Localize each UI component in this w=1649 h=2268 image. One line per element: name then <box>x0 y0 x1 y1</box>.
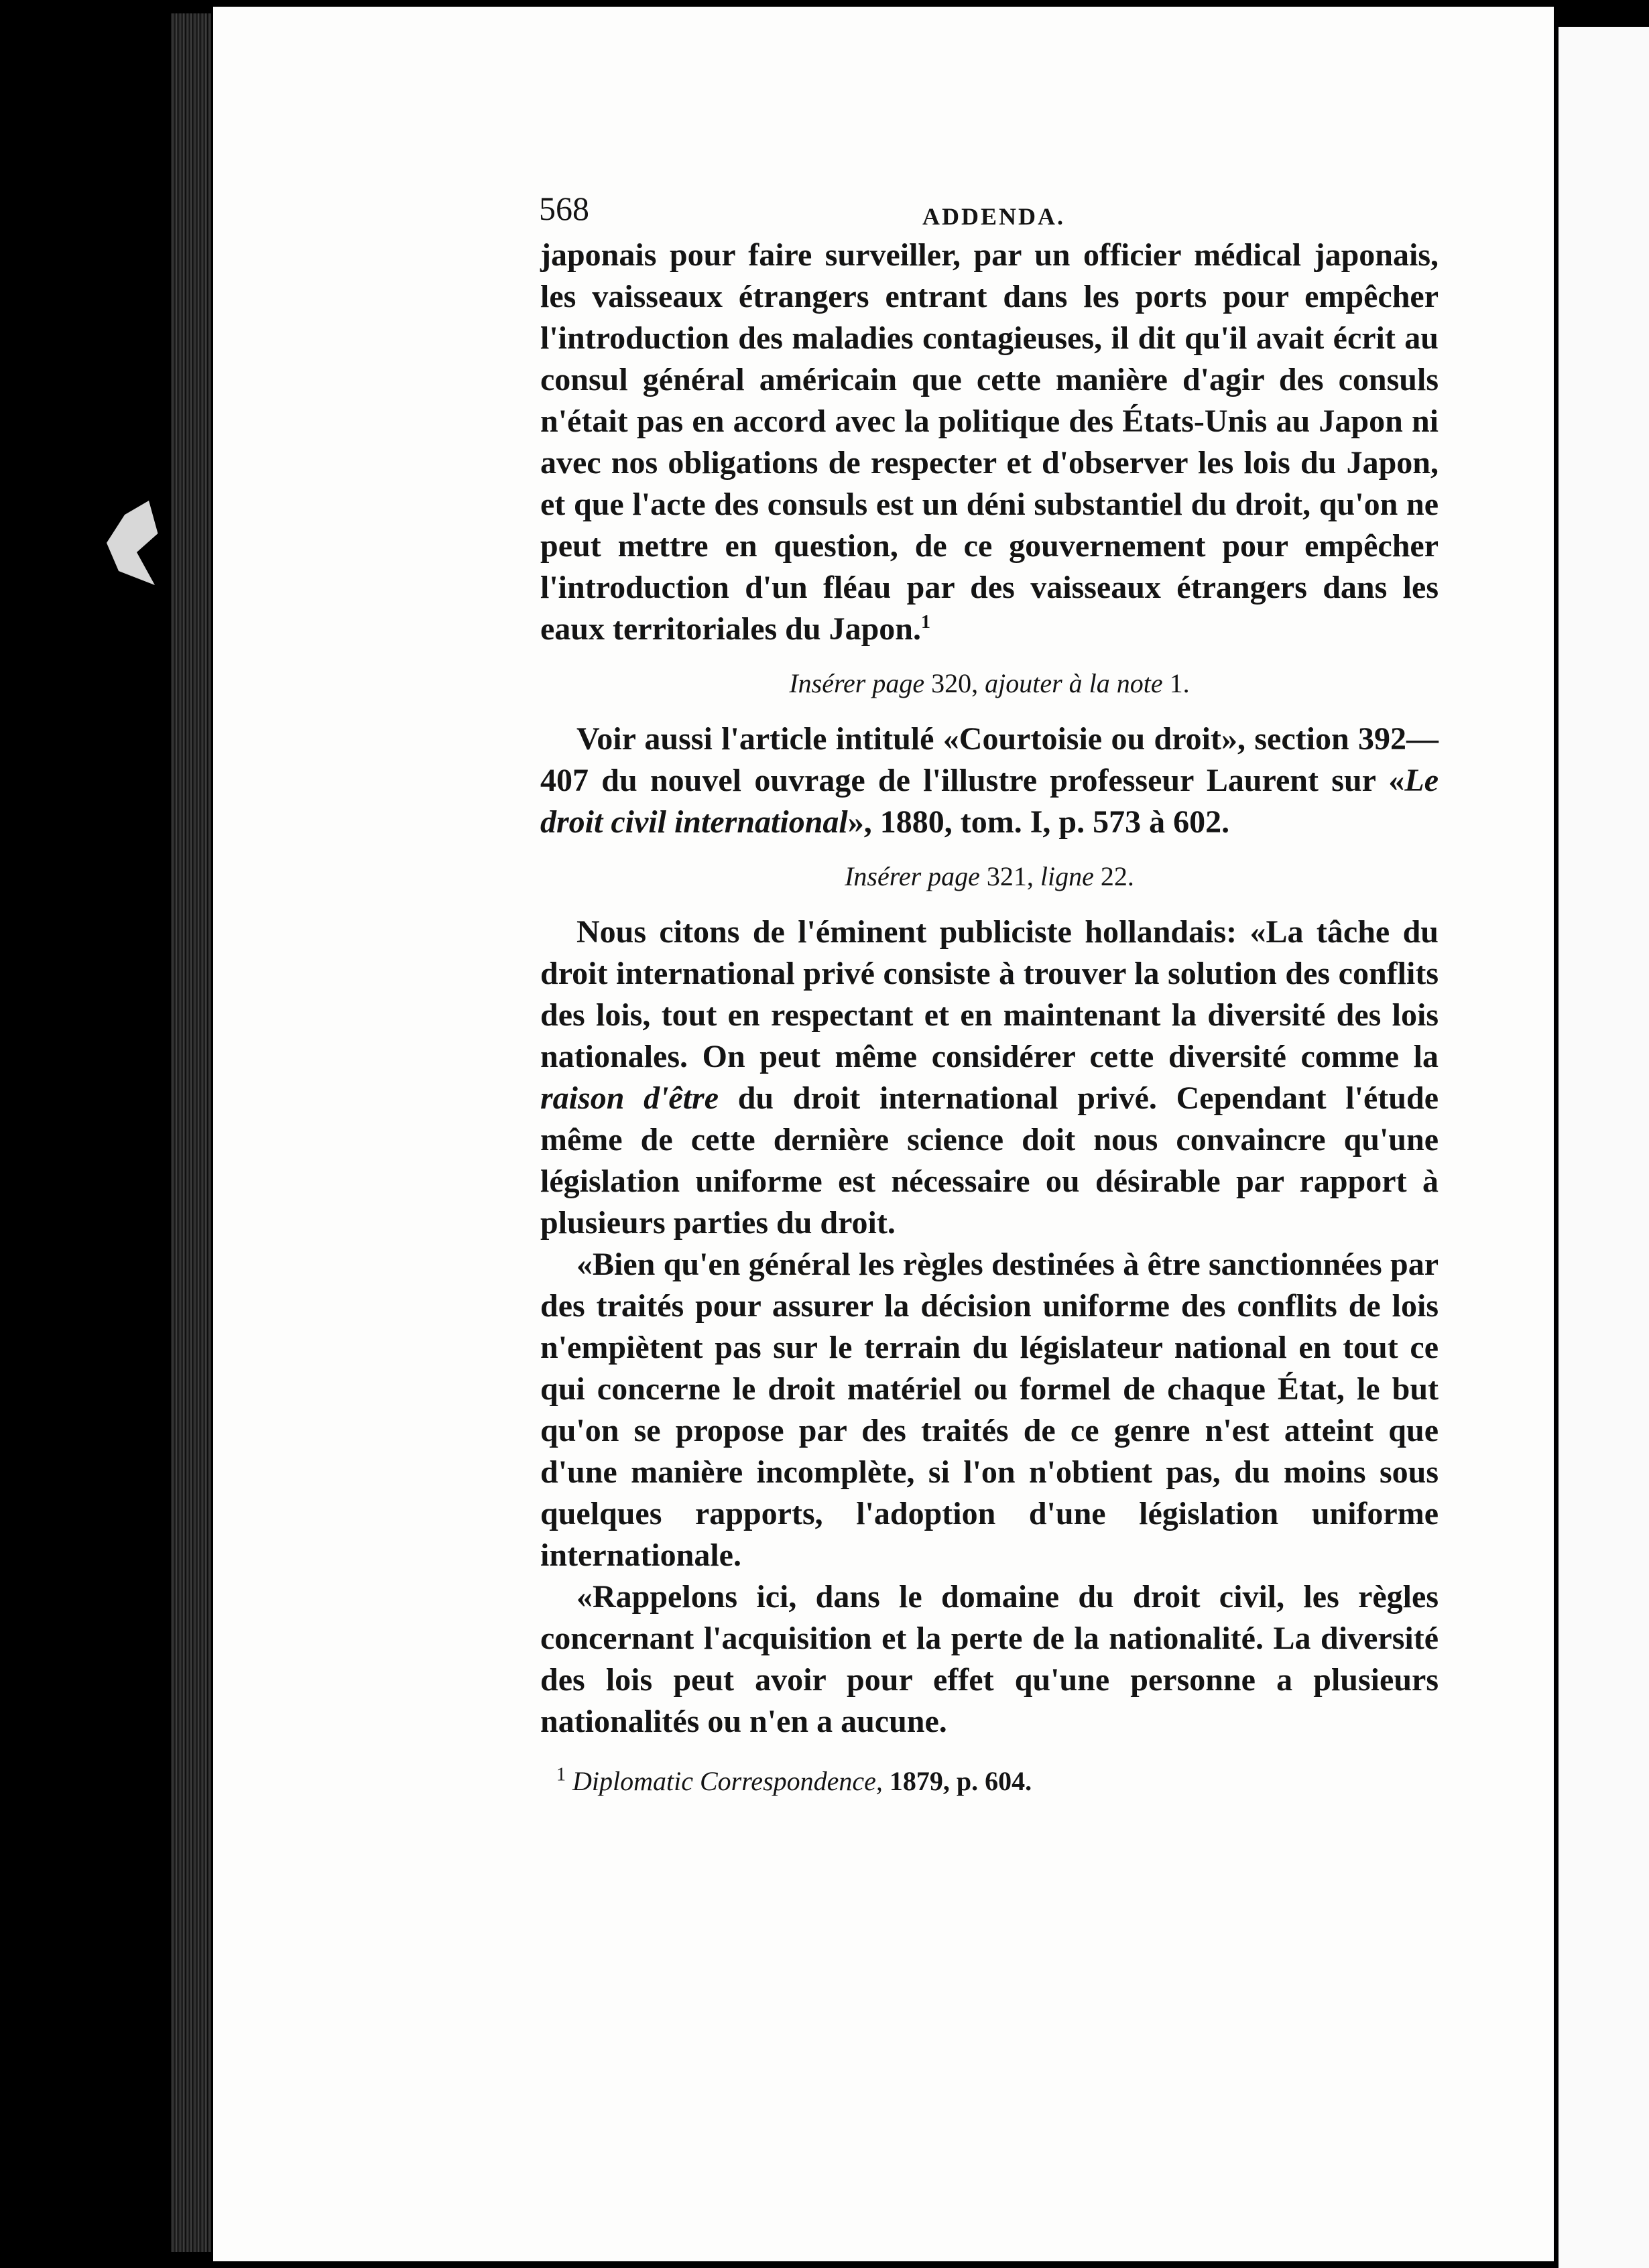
insert-1-rest: ajouter à la note <box>985 668 1163 698</box>
paragraph-3 <box>540 911 1439 1244</box>
insert-2-page: 321, <box>986 861 1034 891</box>
paragraph-2-title: Le droit civil international <box>540 763 1439 840</box>
insert-2-end: 22. <box>1100 861 1134 891</box>
footnote-marker: 1 <box>556 1764 566 1785</box>
insert-1-end: 1. <box>1169 668 1190 698</box>
paragraph-2 <box>540 718 1439 843</box>
paragraph-1-text: japonais pour faire surveiller, par un officier médical japonais, les vaisseaux étrangers entrant dans les ports pour empêcher l'introduction des maladies contagieuses, il dit qu'il avait écrit au consul général américain que cette manière d'agir des consuls n'était pas en accord avec la politique des États-Unis au Japon ni avec nos obligations de respecter et d'observer les lois du Japon, et que l'acte des consuls est un déni substantiel du droit, qu'on ne peut mettre en question, de ce gouvernement pour empêcher l'introduction d'un fléau par des vaisseaux étrangers dans les eaux territoriales du Japon. <box>540 237 1439 647</box>
footnote-ref: 1 <box>920 612 930 633</box>
paragraph-5: «Rappelons ici, dans le domaine du droit civil, les règles concernant l'acquisition et la perte de la nationalité. La diversité des lois peut avoir pour effet qu'une personne a plusieurs nationalités ou n'en a aucune. <box>540 1579 1439 1739</box>
paragraph-2-text-a: Voir aussi l'article intitulé «Courtoisie ou droit», section 392—407 du nouvel ouvrage de l'illustre professeur Laurent sur « <box>540 721 1439 798</box>
page-header <box>540 188 1439 235</box>
insert-note-2 <box>540 858 1439 895</box>
footnote-rest: 1879, p. 604. <box>889 1766 1032 1796</box>
paragraph-3-italic: raison d'être <box>540 1080 719 1116</box>
footnote-title: Diplomatic Correspondence, <box>572 1766 883 1796</box>
paragraph-3-text-b: du droit international privé. Cependant l'étude même de cette dernière science doit nous convaincre qu'une législation uniforme est nécessaire ou désirable par rapport à plusieurs parties du droit. <box>540 1080 1439 1241</box>
insert-1-page: 320, <box>931 668 979 698</box>
insert-note-1 <box>540 665 1439 702</box>
facing-page-edge <box>1559 27 1649 2268</box>
running-head: ADDENDA. <box>922 203 1065 230</box>
paragraph-2-text-b: », 1880, tom. I, p. 573 à 602. <box>847 804 1230 840</box>
insert-2-label: Insérer page <box>845 861 980 891</box>
insert-2-rest: ligne <box>1040 861 1094 891</box>
book-page-edges <box>171 13 211 2252</box>
page-text <box>540 188 1439 1827</box>
paragraph-3-text-a: Nous citons de l'éminent publiciste hollandais: «La tâche du droit international privé consiste à trouver la solution des conflits des lois, tout en respectant et en maintenant la diversité des lois nationales. On peut même considérer cette diversité comme la <box>540 914 1439 1074</box>
page-number: 568 <box>539 190 589 227</box>
footnote <box>540 1763 1439 1800</box>
paragraph-1 <box>540 235 1439 650</box>
paragraph-4: «Bien qu'en général les règles destinées à être sanctionnées par des traités pour assurer la décision uniforme des conflits de lois n'empiètent pas sur le terrain du législateur national en tout ce qui concerne le droit matériel ou formel de chaque État, le but qu'on se propose par des traités de ce genre n'est atteint que d'une manière incomplète, si l'on n'obtient pas, du moins sous quelques rapports, l'adoption d'une législation uniforme internationale. <box>540 1247 1439 1573</box>
insert-1-label: Insérer page <box>789 668 925 698</box>
